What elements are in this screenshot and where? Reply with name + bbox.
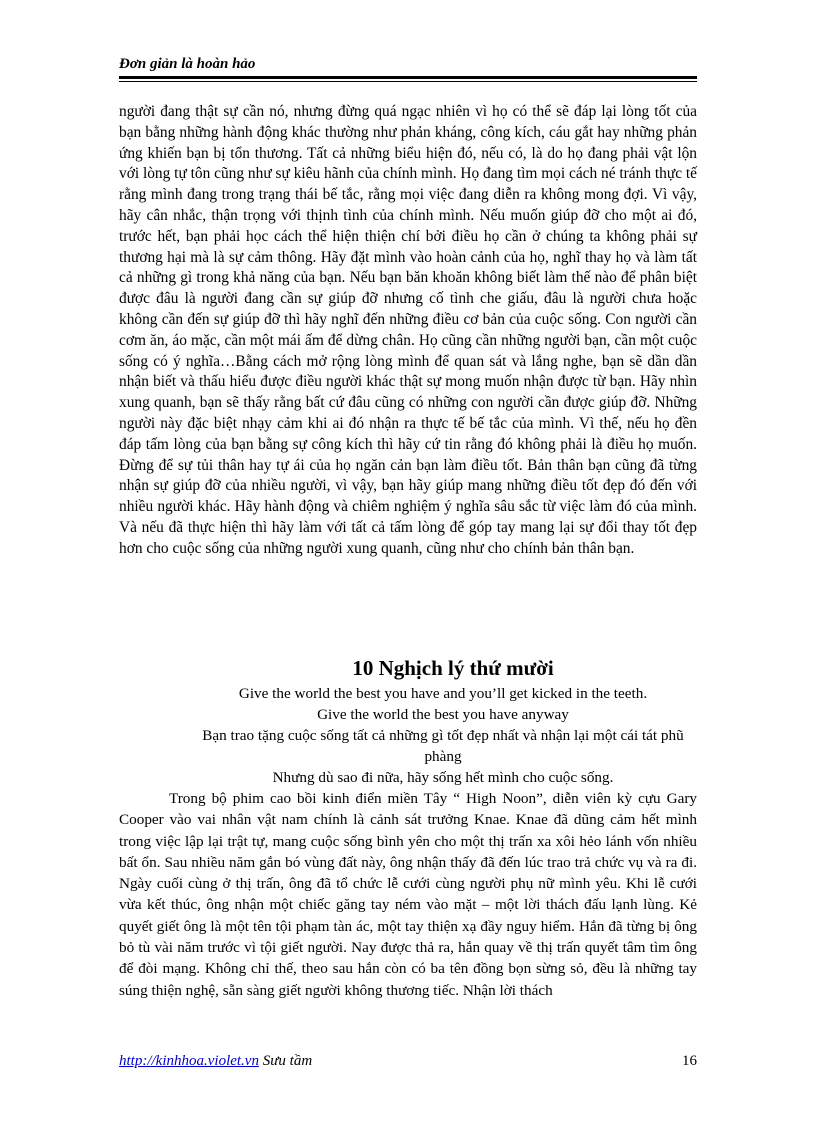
page-footer — [119, 1052, 697, 1070]
epigraph-line: Bạn trao tặng cuộc sống tất cả những gì tốt đẹp nhất và nhận lại một cái tát phũ phàng — [202, 727, 684, 765]
epigraph-line: Nhưng dù sao đi nữa, hãy sống hết mình cho cuộc sống. — [272, 769, 614, 786]
epigraph-line: Give the world the best you have and you’ll get kicked in the teeth. — [238, 685, 648, 702]
page-number: 16 — [682, 1053, 697, 1069]
epigraph-line: Give the world the best you have anyway — [317, 706, 569, 723]
footer-link[interactable]: http://kinhhoa.violet.vn — [119, 1053, 259, 1069]
body-text — [119, 102, 697, 560]
header-title: Đơn giản là hoàn hảo — [119, 56, 256, 72]
section-paradox-10 — [119, 655, 697, 1001]
epigraph — [119, 683, 697, 788]
body-paragraph: người đang thật sự cần nó, nhưng đừng quá ngạc nhiên vì họ có thể sẽ đáp lại lòng tốt của bạn bằng những hành động khác thường như phản kháng, công kích, cáu gắt hay những phản ứng khiến bạn bị tổn thương. Tất cả những biểu hiện đó, nếu có, là do họ đang phải vật lộn với lòng tự tôn cũng như sự kiêu hãnh của chính mình. Họ đang tìm mọi cách né tránh thực tế rằng mình đang trong trạng thái bế tắc, rằng mọi việc đang diễn ra không mong đợi. Vì vậy, hãy cân nhắc, thận trọng với thịnh tình của chính mình. Nếu muốn giúp đỡ cho một ai đó, trước hết, bạn phải học cách thể hiện thiện chí bởi điều họ cần ở chúng ta không phải sự thương hại mà là sự cảm thông. Hãy đặt mình vào hoàn cảnh của họ, nghĩ thay họ và làm tất cả những gì trong khả năng của bạn. Nếu bạn băn khoăn không biết làm thế nào để phân biệt được đâu là người đang cần sự giúp đỡ nhưng cố tình che giấu, đâu là người chưa hoặc không cần đến sự giúp đỡ thì hãy nghĩ đến những điều cơ bản của cuộc sống. Con người cần cơm ăn, áo mặc, cần một mái ấm để dừng chân. Họ cũng cần những người bạn, cần một cuộc sống có ý nghĩa…Bằng cách mở rộng lòng mình để quan sát và lắng nghe, bạn sẽ dần dần nhận biết và thấu hiểu được điều người khác thật sự mong muốn nhận được từ bạn. Hãy nhìn xung quanh, bạn sẽ thấy rằng bất cứ đâu cũng có những con người cần được giúp đỡ. Những người này đặc biệt nhạy cảm khi ai đó nhận ra thực tế bế tắc của mình. Vì thế, nếu họ đền đáp tấm lòng của bạn bằng sự công kích thì hãy cứ tin rằng đó không phải là điều họ muốn. Đừng để sự tủi thân hay tự ái của họ ngăn cản bạn làm điều tốt. Bản thân bạn cũng đã từng nhận sự giúp đỡ của nhiều người, vì vậy, bạn hãy giúp mang những điều tốt đẹp đó đến với nhiều người khác. Hãy hành động và chiêm nghiệm ý nghĩa sâu sắc từ việc làm đó của mình. Và nếu đã thực hiện thì hãy làm với tất cả tấm lòng để góp tay mang lại sự đổi thay tốt đẹp hơn cho cuộc sống của những người xung quanh, cũng như cho chính bản thân bạn. — [119, 103, 697, 557]
section-title: 10 Nghịch lý thứ mười — [352, 656, 554, 680]
header-rule-thick — [119, 76, 697, 79]
story-paragraph: Trong bộ phim cao bồi kinh điển miền Tây “ High Noon”, diễn viên kỳ cựu Gary Cooper vào vai nhân vật nam chính là cảnh sát trưởng Knae. Knae đã dũng cảm hết mình trong việc lập lại trật tự, mang cuộc sống bình yên cho một thị trấn xa xôi hẻo lánh vốn nhiều bất ổn. Sau nhiều năm gắn bó vùng đất này, ông nhận thấy đã đến lúc trao trả chức vụ và ra đi. Ngày cuối cùng ở thị trấn, ông đã tổ chức lễ cưới cùng người phụ nữ mình yêu. Khi lễ cưới vừa kết thúc, ông nhận một chiếc găng tay ném vào mặt – một lời thách đấu lạnh lùng. Kẻ quyết giết ông là một tên tội phạm tàn ác, một tay thiện xạ đầy nguy hiểm. Hắn đã từng bị ông bỏ tù vài năm trước vì tội giết người. Nay được thả ra, hắn quay về thị trấn quyết tâm tìm ông để đòi mạng. Không chỉ thế, theo sau hắn còn có ba tên đồng bọn sừng sỏ, đều là những tay súng thiện nghệ, sẵn sàng giết người không thương tiếc. Nhận lời thách — [119, 790, 697, 999]
header-rule-thin — [119, 81, 697, 82]
footer-note: Sưu tầm — [258, 1053, 313, 1069]
page-header — [119, 55, 697, 73]
